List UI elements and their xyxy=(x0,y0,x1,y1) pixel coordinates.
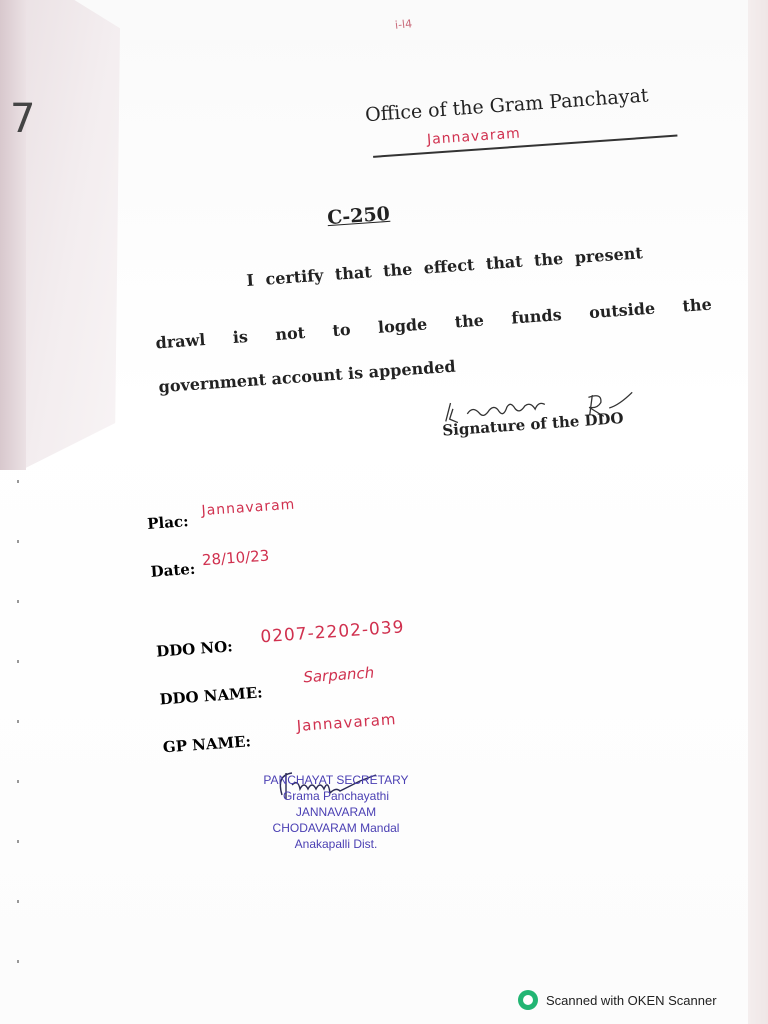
certificate-line-2: drawl is not to logde the funds outside the xyxy=(154,294,713,353)
top-mark: i-l4 xyxy=(394,17,413,32)
date-value-handwritten: 28/10/23 xyxy=(201,546,270,570)
place-value-handwritten: Jannavaram xyxy=(201,496,296,520)
gp-name-label: GP NAME: xyxy=(162,732,252,757)
fields-block xyxy=(146,480,523,755)
fold-mark-icon: 7 xyxy=(10,96,36,142)
page-edge xyxy=(748,0,768,1024)
certificate-line-3: government account is appended xyxy=(157,356,457,397)
ddo-no-value-handwritten: 0207-2202-039 xyxy=(259,617,406,648)
date-label: Date: xyxy=(150,559,196,581)
fold-shadow xyxy=(0,0,26,470)
ddo-signature-label: Signature of the DDO xyxy=(441,409,625,440)
stamp-line-1: PANCHAYAT SECRETARY xyxy=(263,773,409,787)
certificate-line-1: I certify that the effect that the present xyxy=(245,243,644,290)
office-title: Office of the Gram Panchayat xyxy=(364,84,650,127)
certificate-code: C-250 xyxy=(326,202,391,230)
ddo-no-label: DDO NO: xyxy=(155,637,234,661)
ddo-name-label: DDO NAME: xyxy=(158,683,264,709)
scanner-watermark xyxy=(518,990,717,1010)
gp-name-value-handwritten: Jannavaram xyxy=(296,710,398,735)
panchayat-stamp xyxy=(256,772,416,852)
stamp-line-4: CHODAVARAM Mandal xyxy=(272,821,400,835)
stamp-line-5: Anakapalli Dist. xyxy=(294,837,378,851)
place-label: Plac: xyxy=(146,512,190,533)
stamp-line-3: JANNAVARAM xyxy=(295,805,377,819)
scanner-text: Scanned with OKEN Scanner xyxy=(546,992,717,1008)
margin-ticks xyxy=(17,480,19,1000)
oken-logo-icon xyxy=(518,990,538,1010)
ddo-name-value-handwritten: Sarpanch xyxy=(302,663,375,687)
stamp-line-2: Grama Panchayathi xyxy=(282,789,390,803)
office-place-handwritten: Jannavaram xyxy=(426,125,522,149)
